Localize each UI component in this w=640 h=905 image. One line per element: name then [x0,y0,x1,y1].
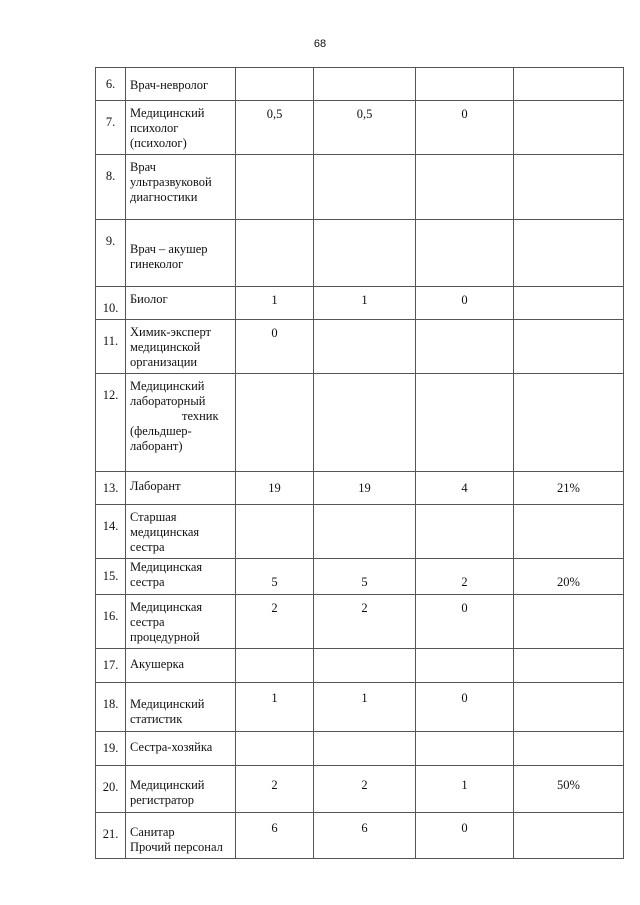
value-cell-2: 1 [314,287,416,320]
value-cell-1: 6 [236,813,314,859]
value-cell-1 [236,505,314,559]
position-name-line: сестра [130,615,165,629]
table-row [96,101,624,155]
position-name [126,595,236,649]
value-cell-4 [514,101,624,155]
value-cell-4 [514,287,624,320]
value-cell-3 [416,320,514,374]
value-cell-1: 2 [236,595,314,649]
position-name-line: сестра [130,575,165,589]
value-cell-2 [314,374,416,472]
value-cell-2 [314,732,416,766]
value-cell-4: 20% [514,559,624,595]
table-row [96,649,624,683]
position-name-line: медицинская [130,525,200,539]
table-row [96,766,624,813]
row-number: 7. [96,101,126,155]
value-cell-4 [514,595,624,649]
row-number: 19. [96,732,126,766]
position-name-line: Врач [130,160,156,174]
value-cell-3: 4 [416,472,514,505]
row-number: 18. [96,683,126,732]
table-row [96,472,624,505]
position-name [126,101,236,155]
table-row [96,287,624,320]
position-name-line: гинеколог [130,257,184,271]
row-number: 21. [96,813,126,859]
row-number: 13. [96,472,126,505]
position-name [126,649,236,683]
value-cell-1: 1 [236,287,314,320]
position-name [126,68,236,101]
value-cell-4 [514,155,624,220]
value-cell-2 [314,320,416,374]
value-cell-4 [514,649,624,683]
position-name-line: Врач – акушер [130,242,208,256]
value-cell-3: 1 [416,766,514,813]
position-name-line: техник [182,409,219,423]
value-cell-2: 5 [314,559,416,595]
table-row [96,732,624,766]
staff-table [95,67,624,859]
row-number: 10. [96,287,126,320]
value-cell-4: 50% [514,766,624,813]
position-name-line: Старшая [130,510,177,524]
value-cell-1 [236,155,314,220]
value-cell-3 [416,374,514,472]
position-name-line: Медицинский [130,106,205,120]
value-cell-2 [314,649,416,683]
position-name-line: организации [130,355,198,369]
position-name-line: Санитар [130,825,175,839]
position-name-line: Акушерка [130,656,185,671]
value-cell-1: 0,5 [236,101,314,155]
value-cell-2: 19 [314,472,416,505]
position-name-line: процедурной [130,630,200,644]
value-cell-4 [514,732,624,766]
position-name-line: Медицинская [130,600,203,614]
value-cell-1: 1 [236,683,314,732]
position-name [126,559,236,595]
table-row [96,68,624,101]
position-name-line: Химик-эксперт [130,325,212,339]
position-name-line: Прочий персонал [130,840,223,854]
value-cell-2 [314,155,416,220]
value-cell-1 [236,374,314,472]
value-cell-2 [314,505,416,559]
value-cell-1: 5 [236,559,314,595]
value-cell-3: 2 [416,559,514,595]
position-name [126,732,236,766]
table-row [96,595,624,649]
value-cell-2: 2 [314,595,416,649]
position-name-line: Медицинский [130,778,205,792]
value-cell-2 [314,220,416,287]
value-cell-1 [236,220,314,287]
position-name-line: лабораторный [130,394,206,408]
position-name-line: Медицинский [130,697,205,711]
row-number: 16. [96,595,126,649]
staff-table-body [96,68,624,859]
row-number: 14. [96,505,126,559]
position-name [126,472,236,505]
value-cell-1 [236,649,314,683]
position-name [126,155,236,220]
value-cell-2: 6 [314,813,416,859]
row-number: 8. [96,155,126,220]
value-cell-4 [514,320,624,374]
position-name-line: Биолог [130,292,168,306]
row-number: 20. [96,766,126,813]
position-name [126,220,236,287]
value-cell-2 [314,68,416,101]
value-cell-3: 0 [416,101,514,155]
value-cell-4 [514,505,624,559]
row-number: 15. [96,559,126,595]
value-cell-4 [514,683,624,732]
position-name [126,505,236,559]
position-name-line: сестра [130,540,165,554]
table-row [96,155,624,220]
table-row [96,559,624,595]
value-cell-1: 2 [236,766,314,813]
value-cell-3 [416,732,514,766]
value-cell-2: 1 [314,683,416,732]
table-row [96,220,624,287]
table-row [96,374,624,472]
value-cell-3 [416,68,514,101]
position-name-line: Сестра-хозяйка [130,739,213,754]
position-name-line: Лаборант [130,479,181,493]
value-cell-1 [236,68,314,101]
position-name-line: ультразвуковой [130,175,212,189]
value-cell-4 [514,220,624,287]
value-cell-4 [514,813,624,859]
position-name-line: диагностики [130,190,198,204]
value-cell-3 [416,649,514,683]
position-name [126,683,236,732]
value-cell-3 [416,155,514,220]
value-cell-1 [236,732,314,766]
position-name-line: Медицинская [130,560,203,574]
row-number: 17. [96,649,126,683]
value-cell-2: 0,5 [314,101,416,155]
row-number: 12. [96,374,126,472]
position-name-line: (фельдшер- [130,424,192,438]
table-row [96,813,624,859]
value-cell-3: 0 [416,595,514,649]
position-name-line: медицинской [130,340,201,354]
position-name [126,374,236,472]
position-name [126,320,236,374]
position-name-line: психолог [130,121,179,135]
row-number: 9. [96,220,126,287]
position-name-line: лаборант) [130,439,183,453]
position-name-line: Медицинский [130,379,205,393]
row-number: 11. [96,320,126,374]
position-name [126,813,236,859]
position-name-line: Врач-невролог [130,78,209,92]
table-row [96,683,624,732]
value-cell-3 [416,220,514,287]
row-number: 6. [96,68,126,101]
page-number: 68 [313,38,327,50]
position-name-line: (психолог) [130,136,187,150]
position-name [126,287,236,320]
value-cell-3: 0 [416,683,514,732]
table-row [96,505,624,559]
value-cell-1: 19 [236,472,314,505]
position-name-line: регистратор [130,793,195,807]
position-name-line: статистик [130,712,183,726]
value-cell-2: 2 [314,766,416,813]
position-name [126,766,236,813]
value-cell-3: 0 [416,813,514,859]
value-cell-4 [514,374,624,472]
value-cell-3: 0 [416,287,514,320]
value-cell-4: 21% [514,472,624,505]
value-cell-4 [514,68,624,101]
value-cell-1: 0 [236,320,314,374]
value-cell-3 [416,505,514,559]
table-row [96,320,624,374]
